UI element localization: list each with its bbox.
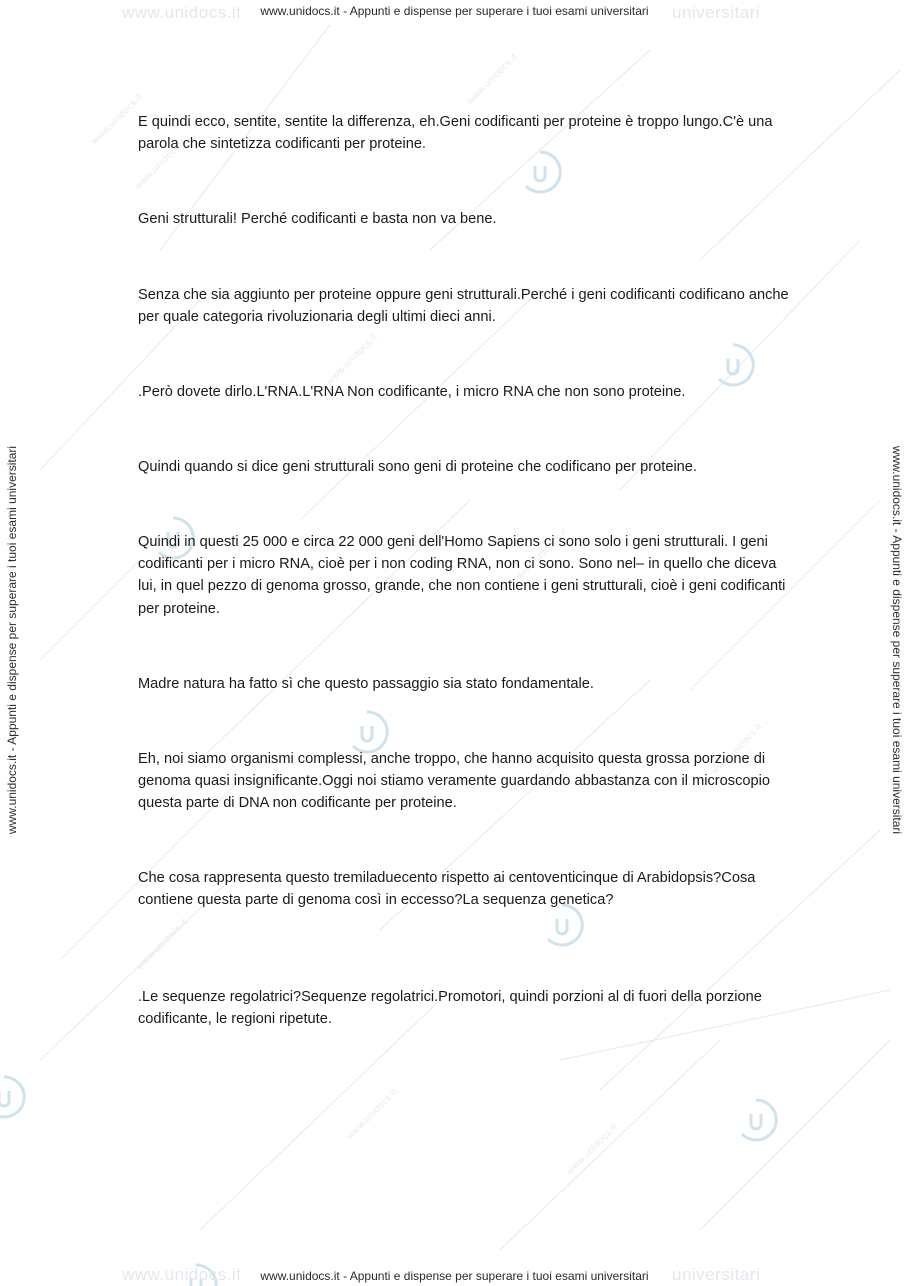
paragraph: Senza che sia aggiunto per proteine oppure geni strutturali.Perché i geni codificanti codificano anche per quale categoria rivoluzionaria degli ultimi dieci anni. — [138, 287, 789, 326]
svg-text:www.unidocs.it: www.unidocs.it — [515, 527, 571, 583]
watermark-banner-top: www.unidocs.it - Appunti e dispense per superare i tuoi esami universitari — [260, 4, 649, 18]
watermark-banner-bottom: www.unidocs.it - Appunti e dispense per superare i tuoi esami universitari — [260, 1269, 649, 1283]
paragraph: Madre natura ha fatto sì che questo passaggio sia stato fondamentale. — [138, 676, 594, 692]
paragraph: Quindi quando si dice geni strutturali sono geni di proteine che codificano per proteine. — [138, 459, 697, 475]
svg-text:www.unidocs.it: www.unidocs.it — [565, 1122, 621, 1178]
watermark-ghost-right-top: universitari — [672, 3, 761, 22]
paragraph: Geni strutturali! Perché codificanti e basta non va bene. — [138, 211, 497, 227]
watermark-ghost-right-bottom: universitari — [672, 1265, 761, 1284]
svg-text:www.unidocs.it: www.unidocs.it — [90, 92, 146, 148]
svg-text:www.unidocs.it: www.unidocs.it — [465, 52, 521, 108]
svg-text:www.unidocs.it: www.unidocs.it — [325, 332, 381, 388]
svg-text:www.unidocs.it: www.unidocs.it — [135, 917, 191, 973]
svg-text:www.unidocs.it: www.unidocs.it — [345, 1087, 401, 1143]
paragraph: Che cosa rappresenta questo tremiladuecento rispetto ai centoventicinque di Arabidopsis?Cosa contiene questa parte di genoma così in eccesso?La sequenza genetica? — [138, 870, 756, 909]
watermark-banner-right: www.unidocs.it - Appunti e dispense per superare i tuoi esami universitari — [890, 445, 904, 835]
paragraph: Eh, noi siamo organismi complessi, anche troppo, che hanno acquisito questa grossa porzione di genoma quasi insignificante.Oggi noi stiamo veramente guardando abbastanza con il microscopio questa parte di DNA non codificante per proteine. — [138, 751, 770, 812]
paragraph: Quindi in questi 25 000 e circa 22 000 geni dell'Homo Sapiens ci sono solo i geni strutturali. I geni codificanti per i micro RNA, cioè per i non coding RNA, non ci sono. Sono nel– in quello che diceva lui, in quel pezzo di genoma grosso, grande, che non contiene i geni strutturali, cioè i geni codificanti per proteine. — [138, 534, 786, 617]
paragraph: .Però dovete dirlo.L'RNA.L'RNA Non codificante, i micro RNA che non sono proteine. — [138, 384, 686, 400]
watermark-ghost-left-top: www.unidocs.it — [122, 3, 242, 22]
paragraph: E quindi ecco, sentite, sentite la differenza, eh.Geni codificanti per proteine è troppo lungo.C'è una parola che sintetizza codificanti per proteine. — [138, 114, 773, 153]
watermark-banner-left: www.unidocs.it - Appunti e dispense per superare i tuoi esami universitari — [5, 445, 19, 835]
paragraph: .Le sequenze regolatrici?Sequenze regolatrici.Promotori, quindi porzioni al di fuori della porzione codificante, le regioni ripetute. — [138, 989, 762, 1028]
watermark-ghost-left-bottom: www.unidocs.it — [122, 1265, 242, 1284]
svg-text:www.unidocs.it: www.unidocs.it — [133, 137, 189, 193]
svg-text:www.unidocs.it: www.unidocs.it — [710, 722, 766, 778]
